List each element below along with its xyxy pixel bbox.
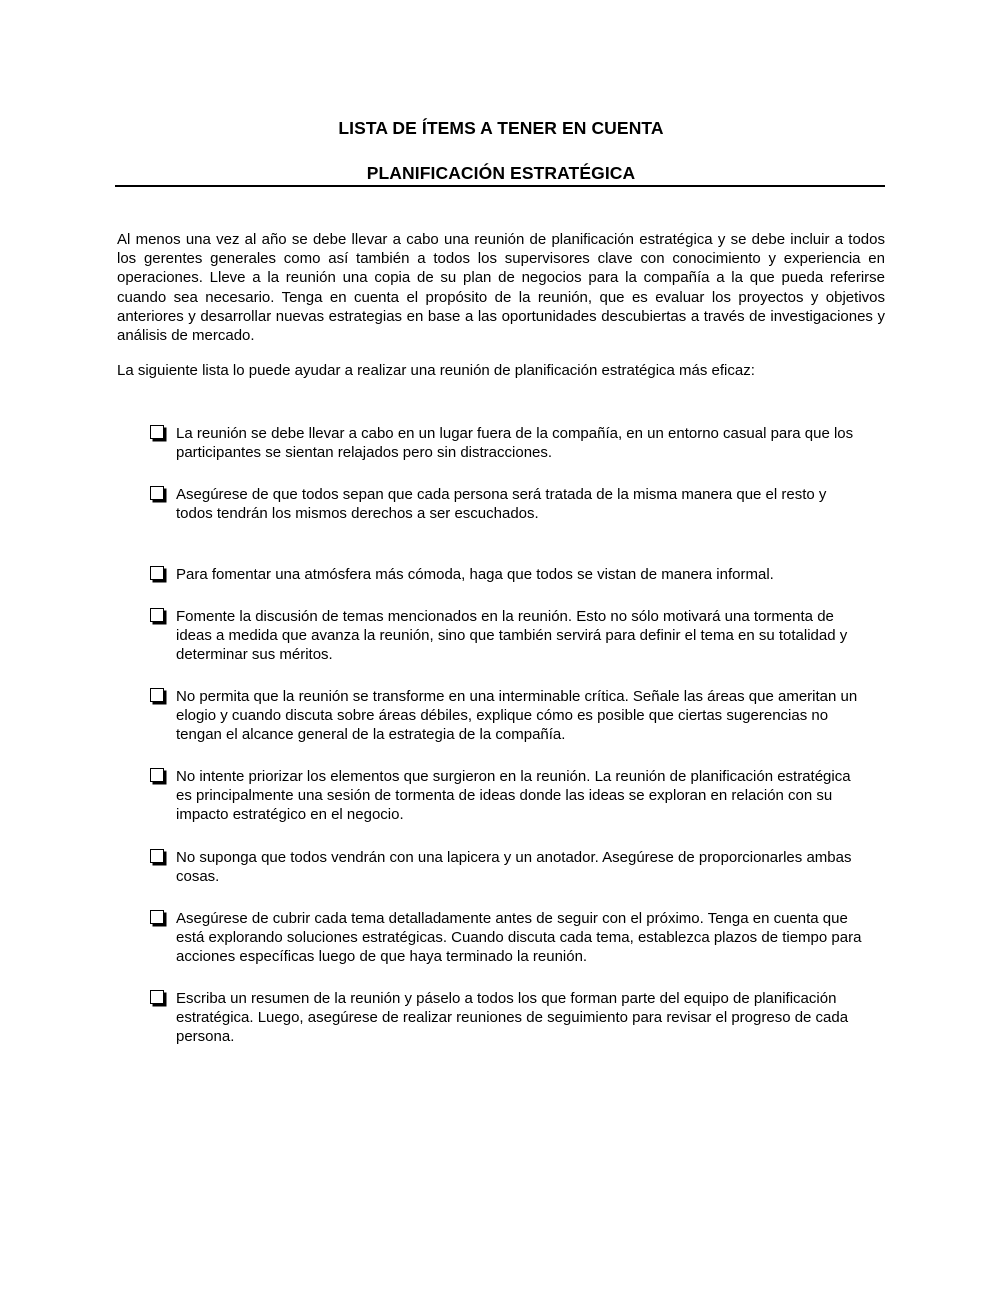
document-title: LISTA DE ÍTEMS A TENER EN CUENTA — [338, 118, 664, 138]
checkbox-empty-icon[interactable] — [150, 608, 164, 622]
checklist-item-text: Asegúrese de que todos sepan que cada persona será tratada de la misma manera que el resto y todos tendrán los mismos derechos a ser escuchados. — [176, 486, 827, 523]
checklist-item-text: La reunión se debe llevar a cabo en un lugar fuera de la compañía, en un entorno casual para que los participantes se sientan relajados pero sin distracciones. — [176, 425, 854, 462]
checklist-item — [150, 909, 862, 967]
checklist-item-text: Asegúrese de cubrir cada tema detalladamente antes de seguir con el próximo. Tenga en cuenta que está explorando soluciones estratégicas. Cuando discuta cada tema, establezca plazos de tiempo para acciones específicas luego de que haya terminado la reunión. — [176, 910, 862, 966]
title-divider — [115, 185, 885, 187]
checklist-item-text: No permita que la reunión se transforme en una interminable crítica. Señale las áreas que ameritan un elogio y cuando discuta sobre áreas débiles, explique cómo es posible que ciertas sugerencias no tengan el alcance general de la estrategia de la compañía. — [176, 688, 858, 744]
checkbox-empty-icon[interactable] — [150, 910, 164, 924]
checklist-item — [150, 767, 850, 825]
intro-paragraph: Al menos una vez al año se debe llevar a cabo una reunión de planificación estratégica y se debe incluir a todos los gerentes generales como así también a todos los supervisores clave con conocimiento y experiencia en operaciones. Lleve a la reunión una copia de su plan de negocios para la compañía a la que pueda referirse cuando sea necesario. Tenga en cuenta el propósito de la reunión, que es evaluar los proyectos y objetivos anteriores y desarrollar nuevas estrategias en base a las oportunidades descubiertas a través de investigaciones y análisis de mercado. — [117, 231, 885, 345]
checkbox-empty-icon[interactable] — [150, 486, 164, 500]
checkbox-empty-icon[interactable] — [150, 849, 164, 863]
checkbox-empty-icon[interactable] — [150, 990, 164, 1004]
document-subtitle: PLANIFICACIÓN ESTRATÉGICA — [366, 163, 636, 183]
checklist-item-text: No intente priorizar los elementos que surgieron en la reunión. La reunión de planificación estratégica es principalmente una sesión de tormenta de ideas donde las ideas se exploran en relación con su impacto estratégico en el negocio. — [176, 768, 851, 824]
checklist-item-text: No suponga que todos vendrán con una lapicera y un anotador. Asegúrese de proporcionarles ambas cosas. — [176, 849, 852, 886]
checkbox-empty-icon[interactable] — [150, 566, 164, 580]
checklist-item-text: Escriba un resumen de la reunión y páselo a todos los que forman parte del equipo de planificación estratégica. Luego, asegúrese de realizar reuniones de seguimiento para revisar el progreso de cada persona. — [176, 990, 849, 1046]
checklist-item-text: Para fomentar una atmósfera más cómoda, haga que todos se vistan de manera informal. — [176, 566, 774, 583]
checkbox-empty-icon[interactable] — [150, 768, 164, 782]
checklist-item — [150, 989, 850, 1047]
checkbox-empty-icon[interactable] — [150, 425, 164, 439]
checkbox-empty-icon[interactable] — [150, 688, 164, 702]
checklist-item — [150, 607, 850, 665]
checklist-item — [150, 687, 858, 745]
checklist-item — [150, 565, 850, 584]
checklist-item — [150, 848, 850, 886]
checklist-item — [150, 485, 850, 523]
lead-paragraph: La siguiente lista lo puede ayudar a realizar una reunión de planificación estratégica más eficaz: — [117, 362, 755, 379]
checklist-item — [150, 424, 854, 462]
checklist-item-text: Fomente la discusión de temas mencionados en la reunión. Esto no sólo motivará una tormenta de ideas a medida que avanza la reunión, sino que también servirá para definir el tema en su totalidad y determinar sus méritos. — [176, 608, 848, 664]
